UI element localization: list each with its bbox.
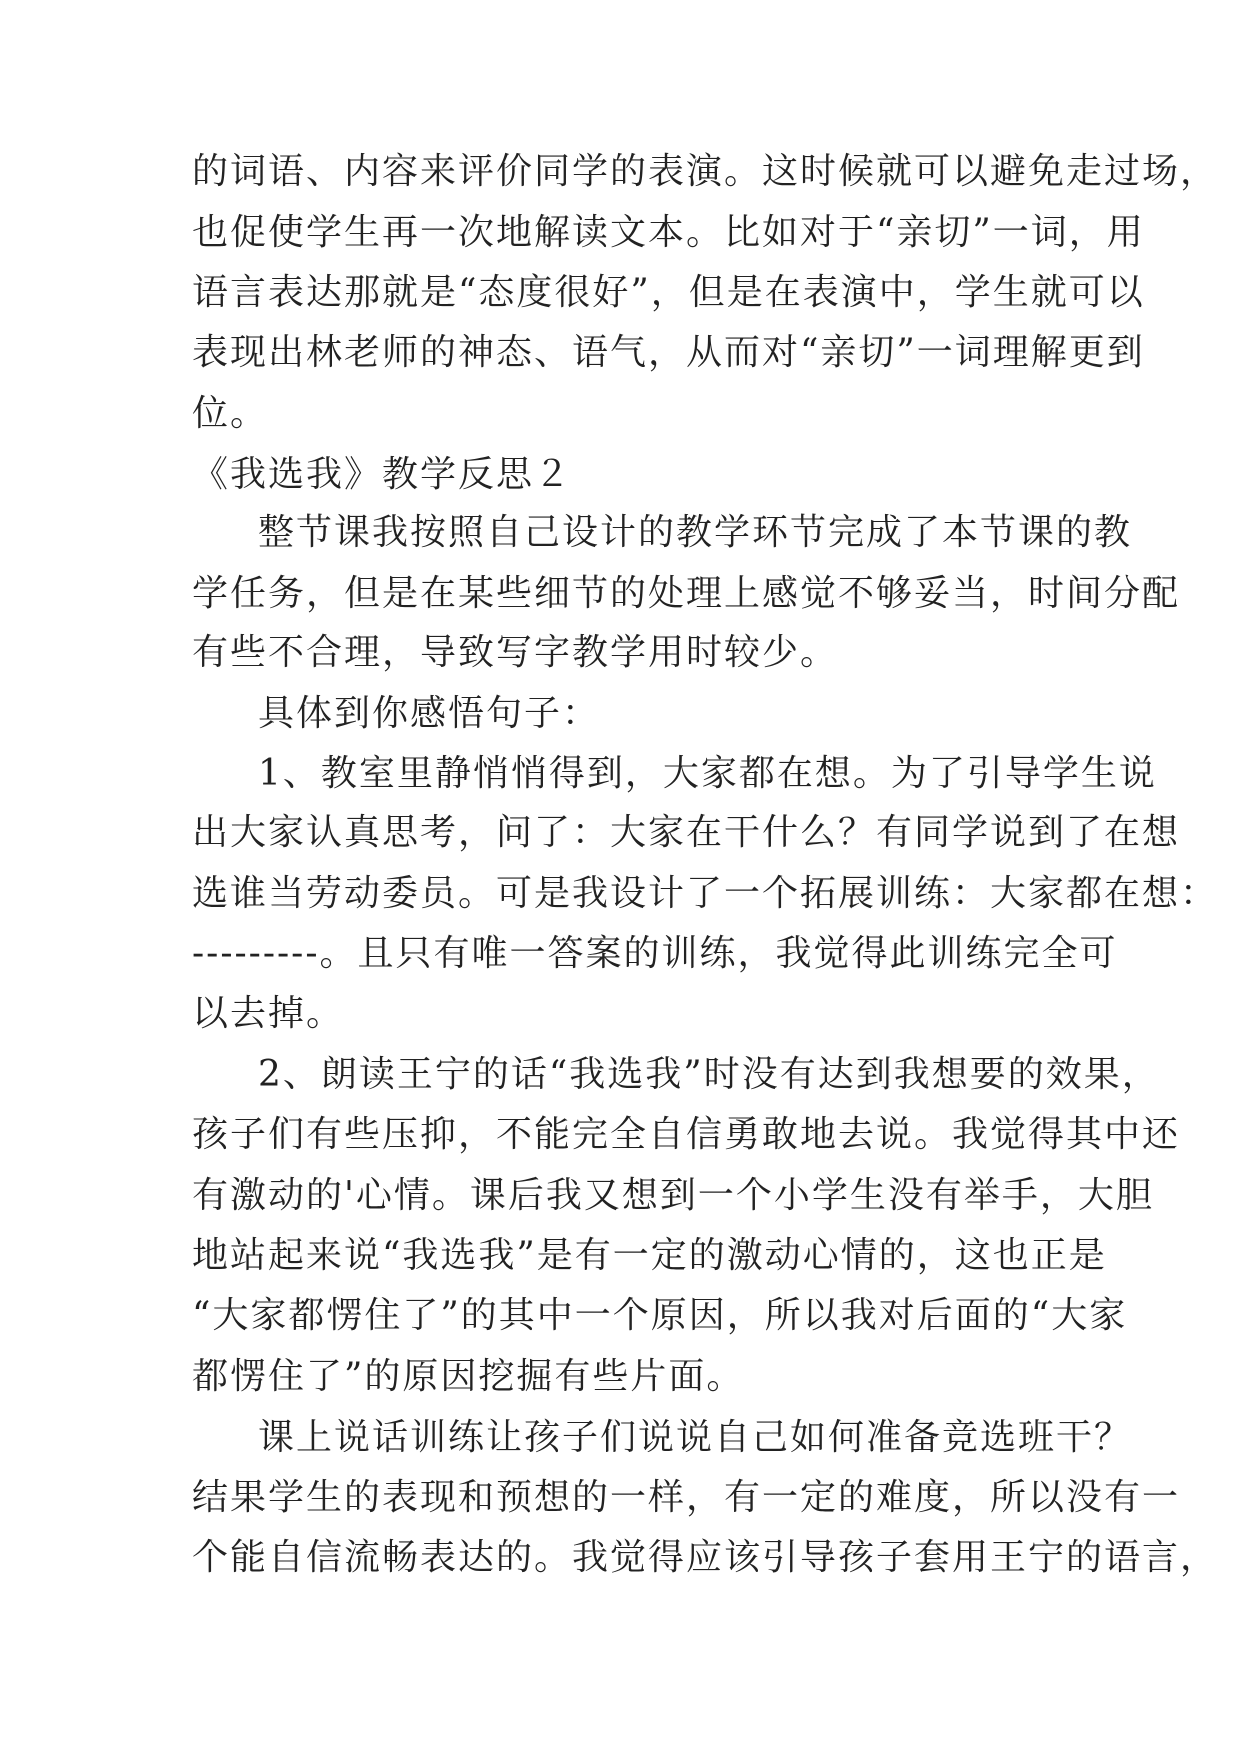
text-line: 学任务，但是在某些细节的处理上感觉不够妥当，时间分配 (192, 573, 1181, 614)
text-line: 都愣住了”的原因挖掘有些片面。 (192, 1356, 745, 1397)
text-line: 有激动的'心情。课后我又想到一个小学生没有举手，大胆 (192, 1175, 1154, 1216)
text-line: 出大家认真思考，问了：大家在干什么？有同学说到了在想 (192, 812, 1181, 853)
text-line: 孩子们有些压抑，不能完全自信勇敢地去说。我觉得其中还 (192, 1114, 1181, 1155)
text-line: 具体到你感悟句子： (258, 693, 601, 734)
text-line: 整节课我按照自己设计的教学环节完成了本节课的教 (258, 512, 1133, 553)
text-line: 有些不合理，导致写字教学用时较少。 (192, 632, 839, 673)
text-line: ---------。且只有唯一答案的训练，我觉得此训练完全可 (192, 933, 1118, 974)
text-line: 选谁当劳动委员。可是我设计了一个拓展训练：大家都在想： (192, 873, 1219, 914)
text-line: 也促使学生再一次地解读文本。比如对于“亲切”一词，用 (192, 212, 1145, 253)
text-line: “大家都愣住了”的其中一个原因，所以我对后面的“大家 (192, 1295, 1128, 1336)
text-line: 表现出林老师的神态、语气，从而对“亲切”一词理解更到 (192, 332, 1145, 373)
text-line: 语言表达那就是“态度很好”，但是在表演中，学生就可以 (192, 272, 1145, 313)
text-line: 个能自信流畅表达的。我觉得应该引导孩子套用王宁的语言， (192, 1537, 1219, 1578)
text-line: 的词语、内容来评价同学的表演。这时候就可以避免走过场， (192, 151, 1219, 192)
section-heading: 《我选我》教学反思２ (192, 454, 573, 495)
text-line: 1、教室里静悄悄得到，大家都在想。为了引导学生说 (258, 753, 1157, 794)
text-line: 课上说话训练让孩子们说说自己如何准备竞选班干？ (258, 1417, 1133, 1458)
text-line: 结果学生的表现和预想的一样，有一定的难度，所以没有一 (192, 1477, 1181, 1518)
text-line: 位。 (192, 393, 269, 434)
text-line: 以去掉。 (192, 993, 345, 1034)
text-line: 地站起来说“我选我”是有一定的激动心情的，这也正是 (192, 1235, 1107, 1276)
text-line: 2、朗读王宁的话“我选我”时没有达到我想要的效果， (258, 1054, 1160, 1095)
